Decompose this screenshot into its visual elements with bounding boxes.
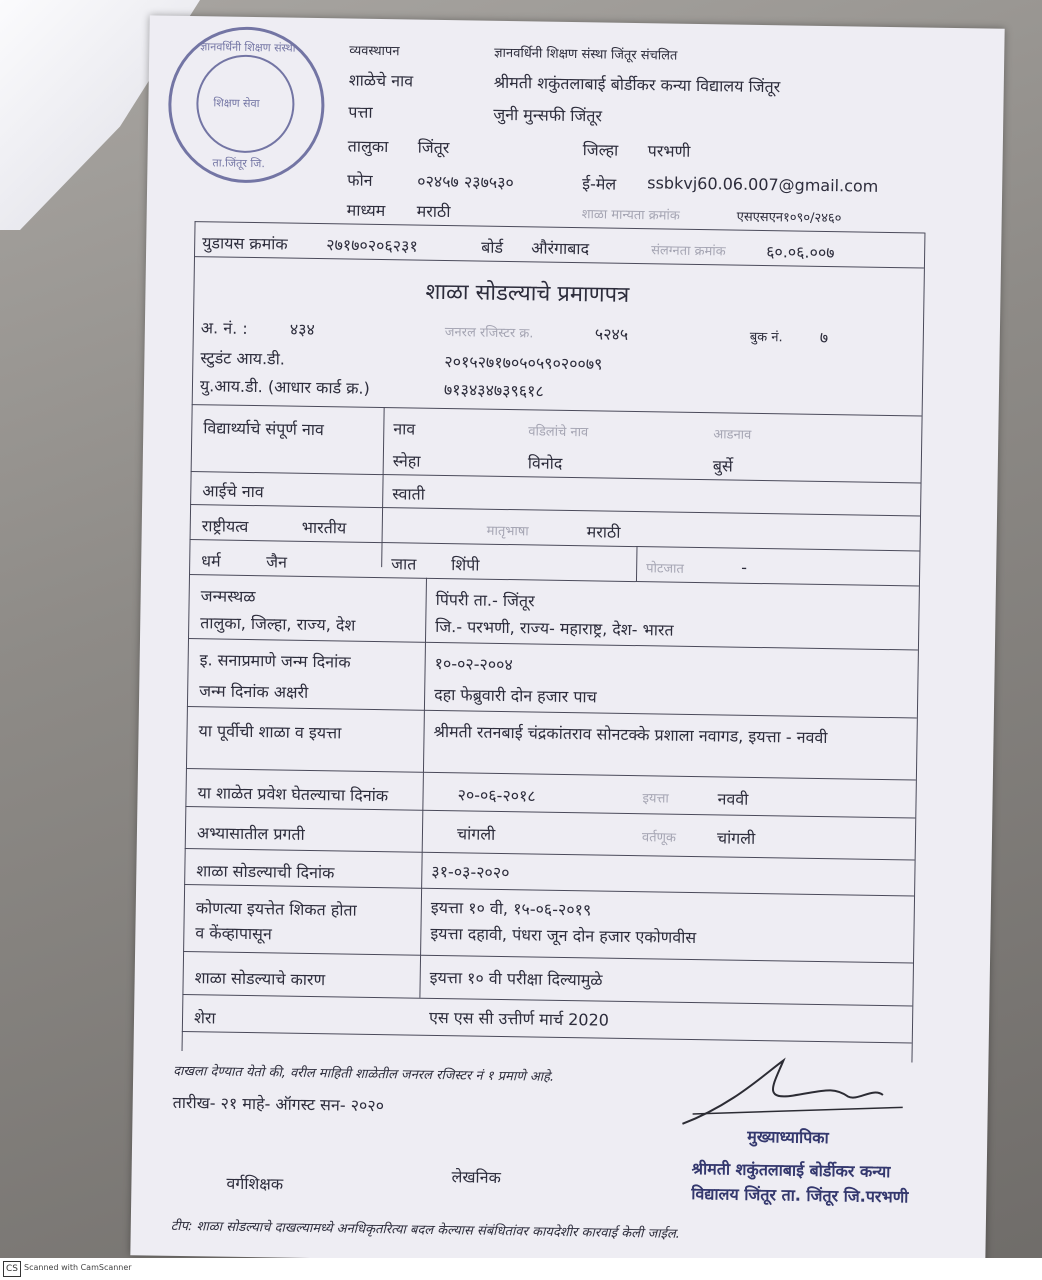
mother-label: आईचे नाव [202,481,264,502]
leaving-certificate [130,15,1004,1268]
row-divider [189,574,919,586]
school-label: शाळेचे नाव [348,70,414,91]
studying-label-1: कोणत्या इयत्तेत शिकत होता [195,898,357,920]
seal-ring-text: ज्ञानवर्धिनी शिक्षण संस्था [200,40,296,55]
affiliation-label: संलग्नता क्रमांक [651,243,726,260]
scanner-watermark-bar [0,1258,1042,1280]
father-name-value: विनोद [527,453,563,473]
religion-label: धर्म [201,551,221,571]
conduct-value: चांगली [716,828,756,848]
birthplace-line2: जि.- परभणी, राज्य- महाराष्ट्र, देश- भारत [435,616,674,640]
register-value: ५२४५ [594,324,629,344]
book-value: ७ [819,327,829,348]
scanner-text: Scanned with CamScanner [24,1263,132,1272]
udise-label: युडायस क्रमांक [202,233,288,254]
row-divider [184,884,914,896]
class-teacher-label: वर्गशिक्षक [226,1173,284,1194]
row-divider [188,638,918,650]
district-label: जिल्हा [582,140,619,160]
medium-label: माध्यम [346,200,386,221]
register-label: जनरल रजिस्टर क्र. [444,325,534,342]
birthplace-sub-label: तालुका, जिल्हा, राज्य, देश [200,613,356,635]
mother-value: स्वाती [392,484,425,504]
reason-label: शाळा सोडल्याचे कारण [194,968,326,990]
uid-value: ७१३४३४७३९६१८ [443,380,544,401]
leaving-date-label: शाळा सोडल्याची दिनांक [196,861,335,883]
admission-label: या शाळेत प्रवेश घेतल्याचा दिनांक [197,783,389,806]
dob-words-label: जन्म दिनांक अक्षरी [199,681,309,702]
reason-value: इयत्ता १० वी परीक्षा दिल्यामुळे [429,967,603,990]
board-value: औरंगाबाद [531,238,590,259]
admission-class-label: इयत्ता [642,791,669,807]
row-divider [185,848,915,860]
serial-label: अ. नं. : [200,318,248,338]
district-value: परभणी [647,141,691,161]
issue-date: तारीख- २१ माहे- ऑगस्ट सन- २०२० [172,1092,385,1116]
religion-value: जैन [266,552,288,572]
studying-label-2: व केंव्हापासून [195,923,272,944]
row-divider [185,806,915,818]
taluka-label: तालुका [347,136,389,157]
board-label: बोर्ड [481,237,504,257]
email-label: ई-मेल [582,174,617,194]
email-value: ssbkvj60.06.007@gmail.com [647,173,879,196]
serial-value: ४३४ [289,319,315,339]
remarks-value: एस एस सी उत्तीर्ण मार्च 2020 [428,1007,610,1030]
frame-right [911,233,925,1063]
school-stamp-line1: श्रीमती शकुंतलाबाई बोर्डीकर कन्या [691,1159,891,1182]
address-value: जुनी मुन्सफी जिंतूर [493,104,603,126]
row-divider [186,768,916,780]
management-label: व्यवस्थापन [349,43,400,60]
headmaster-title: मुख्याध्यापिका [747,1126,829,1148]
prev-school-label: या पूर्वीची शाळा व इयत्ता [198,721,342,743]
udise-value: २७१७०२०६२३१ [326,235,418,256]
phone-value: ०२४५७ २३७५३० [417,171,514,193]
col-divider [636,546,638,581]
school-seal [167,26,325,184]
legal-note: टीप: शाळा सोडल्याचे दाखल्यामध्ये अनधिकृतरित्या बदल केल्यास संबंधितांवर कायदेशीर कारवाई केली जाईल. [170,1218,680,1242]
school-value: श्रीमती शकुंतलाबाई बोर्डीकर कन्या विद्यालय जिंतूर [493,72,781,97]
remarks-label: शेरा [193,1008,216,1028]
recognition-label: शाळा मान्यता क्रमांक [581,207,680,224]
affiliation-value: ६०.०६.००७ [766,242,835,263]
address-label: पत्ता [348,102,373,122]
birthplace-label: जन्मस्थळ [200,586,256,607]
certificate-title: शाळा सोडल्याचे प्रमाणपत्र [425,279,630,308]
declaration-text: दाखला देण्यात येतो की, वरील माहिती शाळेतील जनरल रजिस्टर नं १ प्रमाणे आहे. [173,1063,555,1085]
surname-value: बुर्से [712,456,733,476]
subcaste-label: पोटजात [646,561,685,577]
medium-value: मराठी [416,201,451,222]
name-label: नाव [393,419,416,439]
dob-value: १०-०२-२००४ [434,653,513,675]
mother-tongue-label: मातृभाषा [486,523,529,540]
taluka-value: जिंतूर [417,137,450,158]
student-id-label: स्टुडंट आय.डी. [200,348,286,369]
clerk-label: लेखनिक [451,1167,501,1188]
row-divider [190,539,920,551]
first-name-value: स्नेहा [392,451,421,471]
admission-value: २०-०६-२०१८ [457,785,536,806]
frame-left [182,221,196,1051]
dob-label: इ. सनाप्रमाणे जन्म दिनांक [199,650,351,672]
row-divider [192,404,922,416]
row-divider [182,994,912,1006]
prev-school-value: श्रीमती रतनबाई चंद्रकांतराव सोनटक्के प्रशाला नवागड, इयत्ता - नववी [433,721,828,748]
full-name-label: विद्यार्थ्याचे संपूर्ण नाव [203,418,325,440]
progress-value: चांगली [456,824,496,844]
row-divider [190,504,920,516]
recognition-value: एसएसएन१०९०/२४६० [736,209,842,227]
phone-label: फोन [347,170,373,190]
caste-value: शिंपी [451,555,480,575]
nationality-value: भारतीय [301,517,347,538]
conduct-label: वर्तणूक [641,830,677,846]
student-id-value: २०१५२७१७०५०५९०२००७९ [444,352,603,374]
management-value: ज्ञानवर्धिनी शिक्षण संस्था जिंतूर संचलित [494,45,678,64]
seal-bottom-text: ता.जिंतूर जि. [212,156,265,171]
row-divider [187,706,917,718]
studying-value-2: इयत्ता दहावी, पंधरा जून दोन हजार एकोणवीस [430,923,697,948]
nationality-label: राष्ट्रीयत्व [201,516,249,536]
book-label: बुक नं. [749,329,783,346]
seal-center-text: शिक्षण सेवा [213,96,260,111]
row-divider [183,951,913,963]
dob-words-value: दहा फेब्रुवारी दोन हजार पाच [434,684,597,707]
leaving-date-value: ३१-०३-२०२० [431,861,510,883]
school-stamp-line2: विद्यालय जिंतूर ता. जिंतूर जि.परभणी [691,1184,909,1207]
birthplace-line1: पिंपरी ता.- जिंतूर [435,589,535,611]
progress-label: अभ्यासातील प्रगती [196,823,305,844]
father-label: वडिलांचे नाव [528,424,589,441]
surname-label: आडनाव [713,427,752,443]
frame-bottom [182,1031,912,1043]
caste-label: जात [391,554,417,574]
uid-label: यु.आय.डी. (आधार कार्ड क्र.) [199,376,370,398]
camscanner-icon: CS [3,1261,21,1277]
admission-class-value: नववी [717,789,749,809]
mother-tongue-value: मराठी [586,522,621,542]
subcaste-value: - [741,557,748,577]
studying-value-1: इयत्ता १० वी, १५-०६-२०१९ [430,897,592,920]
